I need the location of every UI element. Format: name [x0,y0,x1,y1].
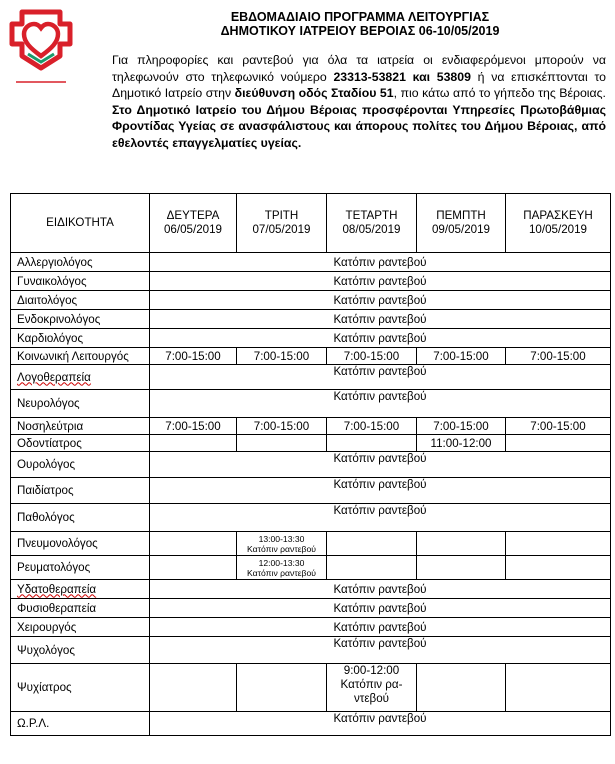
address: διεύθυνση οδός Σταδίου 51 [234,86,394,100]
phone-numbers: 23313-53821 και 53809 [333,69,471,84]
header-day: ΤΕΤΑΡΤΗ 08/05/2019 [327,194,417,253]
schedule-table [10,193,611,736]
header-day: ΠΕΜΠΤΗ 09/05/2019 [417,194,506,253]
table-row: Ψυχολόγος Κατόπιν ραντεβού [11,637,611,664]
table-row: Αλλεργιολόγος Κατόπιν ραντεβού [11,253,611,272]
table-row: Γυναικολόγος Κατόπιν ραντεβού [11,272,611,291]
intro-text-1: Για πληροφορίες και ραντεβού για όλα τα ιατρεία οι ενδιαφερόμενοι μπορούν να τηλεφωνούν στο τηλεφωνικό νούμερο [112,53,606,84]
header-day: ΠΑΡΑΣΚΕΥΗ 10/05/2019 [506,194,611,253]
table-row: Ενδοκρινολόγος Κατόπιν ραντεβού [11,310,611,329]
table-row: Κοινωνική Λειτουργός 7:00-15:00 7:00-15:00 7:00-15:00 7:00-15:00 7:00-15:00 [11,348,611,365]
table-row: Ψυχίατρος 9:00-12:00 Κατόπιν ρα- ντεβού [11,664,611,712]
heart-cross-logo-icon [8,8,74,88]
table-row: Οδοντίατρος 11:00-12:00 [11,435,611,452]
table-header-row [11,194,611,253]
header-day: ΔΕΥΤΕΡΑ 06/05/2019 [150,194,237,253]
table-row: Ουρολόγος Κατόπιν ραντεβού [11,452,611,478]
header-specialty: ΕΙΔΙΚΟΤΗΤΑ [11,194,150,253]
title-line-2: ΔΗΜΟΤΙΚΟΥ ΙΑΤΡΕΙΟΥ ΒΕΡΟΙΑΣ 06-10/05/2019 [220,24,500,38]
header-day: ΤΡΙΤΗ 07/05/2019 [237,194,327,253]
table-row: Διαιτολόγος Κατόπιν ραντεβού [11,291,611,310]
table-row: Νοσηλεύτρια 7:00-15:00 7:00-15:00 7:00-15:00 7:00-15:00 7:00-15:00 [11,418,611,435]
intro-bold-sentence: Στο Δημοτικό Ιατρείο του Δήμου Βέροιας προσφέρονται Υπηρεσίες Πρωτοβάθμιας Φροντίδας Υγείας σε ανασφάλιστους και άπορους πολίτες του Δήμου Βέροιας, από εθελοντές επαγγελματίες υγείας. [112,102,606,150]
table-row: Λογοθεραπεία Κατόπιν ραντεβού [11,365,611,390]
table-row: Ω.Ρ.Λ. Κατόπιν ραντεβού [11,712,611,736]
intro-text-2: ή να επισκέπτονται το Δημοτικό Ιατρείο στην [112,69,606,100]
table-row: Παιδίατρος Κατόπιν ραντεβού [11,478,611,504]
table-row: Υδατοθεραπεία Κατόπιν ραντεβού [11,580,611,599]
intro-text-3: , πιο κάτω από το γήπεδο της Βέροιας. [393,86,606,100]
table-row: Χειρουργός Κατόπιν ραντεβού [11,618,611,637]
intro-paragraph [112,52,606,151]
table-row: Παθολόγος Κατόπιν ραντεβού [11,504,611,532]
table-row: Νευρολόγος Κατόπιν ραντεβού [11,390,611,418]
title-line-1: ΕΒΔΟΜΑΔΙΑΙΟ ΠΡΟΓΡΑΜΜΑ ΛΕΙΤΟΥΡΓΙΑΣ [230,10,490,24]
table-row: Ρευματολόγος 12:00-13:30 Κατόπιν ραντεβού [11,556,611,580]
table-row: Φυσιοθεραπεία Κατόπιν ραντεβού [11,599,611,618]
table-row: Καρδιολόγος Κατόπιν ραντεβού [11,329,611,348]
page-title [170,10,550,38]
table-row: Πνευμονολόγος 13:00-13:30 Κατόπιν ραντεβού [11,532,611,556]
